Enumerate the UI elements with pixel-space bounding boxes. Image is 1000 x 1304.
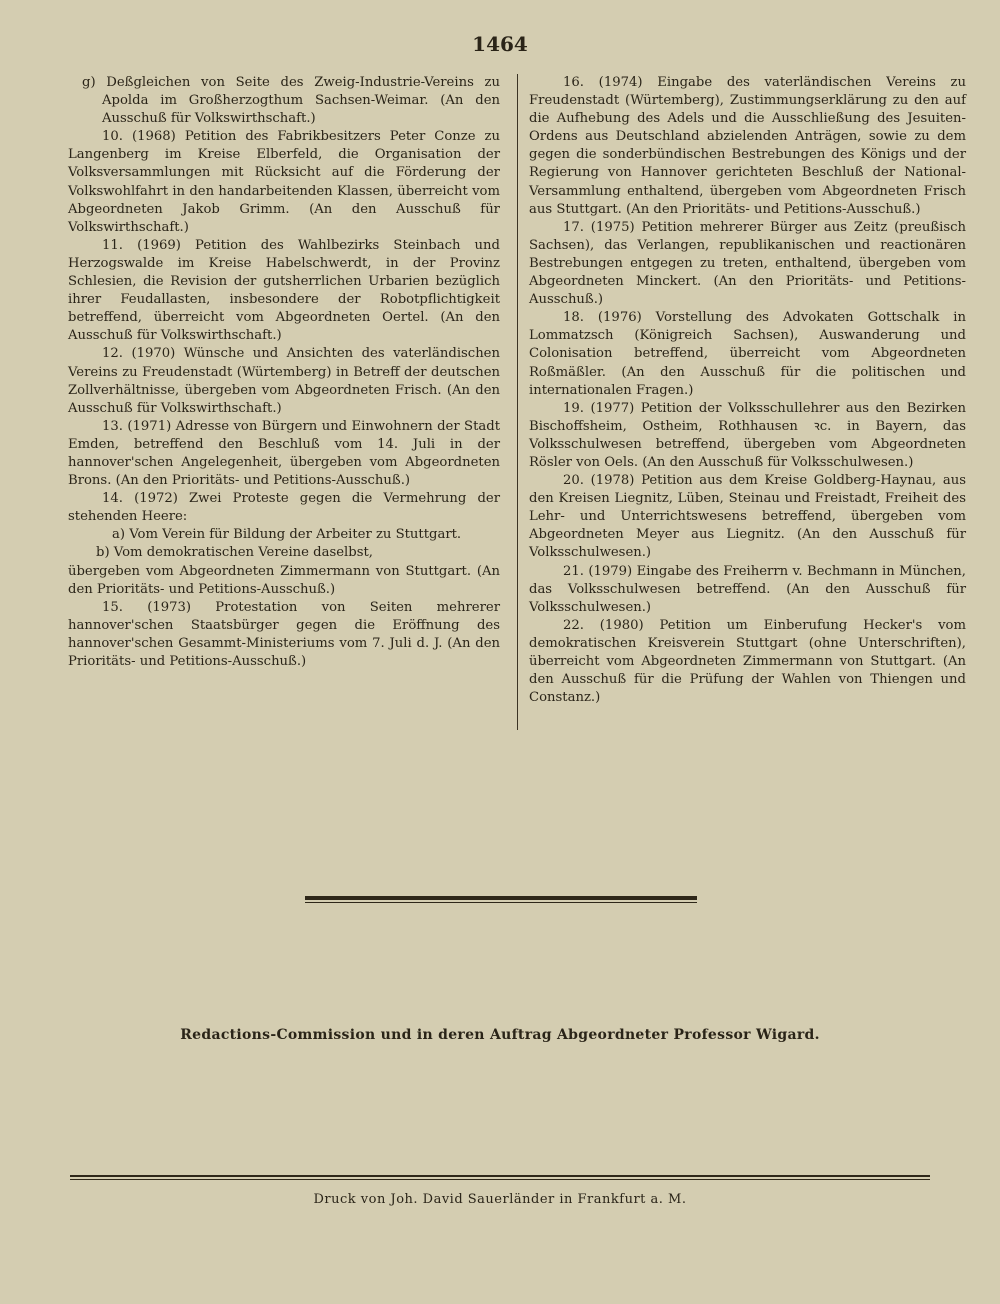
petition-entry-14: 14. (1972) Zwei Proteste gegen die Vermehrung der stehenden Heere: bbox=[68, 491, 500, 525]
petition-entry-11: 11. (1969) Petition des Wahlbezirks Steinbach und Herzogswalde im Kreise Habelschwerdt, in der Provinz Schlesien, die Revision der gutsherrlichen Urbarien bezüglich ihrer Feudallasten, insbesondere der Robotpflichtigkeit betreffend, überreicht vom Abgeordneten Oertel. (An den Ausschuß für Volkswirthschaft.) bbox=[68, 237, 500, 344]
petition-entry-22: 22. (1980) Petition um Einberufung Hecker's vom demokratischen Kreisverein Stuttgart (ohne Unterschriften), überreicht vom Abgeordneten Zimmermann von Stuttgart. (An den Ausschuß für die Prüfung der Wahlen von Thiengen und Constanz.) bbox=[529, 617, 966, 706]
editorial-signature: Redactions-Commission und in deren Auftrag Abgeordneter Professor Wigard. bbox=[180, 1027, 820, 1043]
page-number: 1464 bbox=[472, 32, 528, 56]
column-divider bbox=[517, 74, 518, 730]
petition-entry-10: 10. (1968) Petition des Fabrikbesitzers Peter Conze zu Langenberg im Kreise Elberfeld, die Organisation der Volksversammlungen mit Rücksicht auf die Förderung der Volkswohlfahrt in den handarbeitenden Klassen, überreicht vom Abgeordneten Jakob Grimm. (An den Ausschuß für Volkswirthschaft.) bbox=[68, 129, 500, 235]
petition-entry-18: 18. (1976) Vorstellung des Advokaten Gottschalk in Lommatzsch (Königreich Sachsen), Auswanderung und Colonisation betreffend, überreicht vom Abgeordneten Roßmäßler. (An den Ausschuß für die politischen und internationalen Fragen.) bbox=[529, 310, 966, 398]
section-rule-thin bbox=[305, 902, 697, 903]
petition-entry-15: 15. (1973) Protestation von Seiten mehrerer hannover'schen Staatsbürger gegen die Eröffnung des hannover'schen Gesammt-Ministeriums vom 7. Juli d. J. (An den Prioritäts- und Petitions-Ausschuß.) bbox=[68, 599, 500, 669]
petition-entry-13: 13. (1971) Adresse von Bürgern und Einwohnern der Stadt Emden, betreffend den Beschluß vom 14. Juli in der hannover'schen Angelegenheit, übergeben vom Abgeordneten Brons. (An den Prioritäts- und Petitions-Ausschuß.) bbox=[68, 418, 500, 489]
right-column bbox=[529, 74, 966, 707]
petition-entry-17: 17. (1975) Petition mehrerer Bürger aus Zeitz (preußisch Sachsen), das Verlangen, republikanischen und reactionären Bestrebungen entgegen zu treten, enthaltend, übergeben vom Abgeordneten Minckert. (An den Prioritäts- und Petitions-Ausschuß.) bbox=[529, 219, 966, 308]
petition-entry-21: 21. (1979) Eingabe des Freiherrn v. Bechmann in München, das Volksschulwesen betreffend. (An den Ausschuß für Volksschulwesen.) bbox=[529, 563, 966, 615]
footer-rule-thin bbox=[70, 1179, 930, 1180]
left-column bbox=[68, 74, 500, 671]
printer-imprint: Druck von Joh. David Sauerländer in Frankfurt a. M. bbox=[313, 1192, 687, 1207]
petition-entry-14-b: b) Vom demokratischen Vereine daselbst, bbox=[96, 545, 373, 561]
section-rule-thick bbox=[305, 896, 697, 900]
petition-entry-16: 16. (1974) Eingabe des vaterländischen Vereins zu Freudenstadt (Würtemberg), Zustimmungserklärung zu den auf die Aufhebung des Adels und die Ausschließung des Jesuiten-Ordens aus Deutschland abzielenden Anträgen, sowie zu dem gegen die sonderbündischen Bestrebungen des Königs und der Regierung von Hannover gerichteten Beschluß der National-Versammlung enthaltend, übergeben vom Abgeordneten Frisch aus Stuttgart. (An den Prioritäts- und Petitions-Ausschuß.) bbox=[529, 75, 966, 217]
petition-entry-14-transmittal: übergeben vom Abgeordneten Zimmermann von Stuttgart. (An den Prioritäts- und Petitions-Ausschuß.) bbox=[68, 563, 500, 597]
petition-entry-19: 19. (1977) Petition der Volksschullehrer aus den Bezirken Bischoffsheim, Ostheim, Rothhausen ꝛc. in Bayern, das Volksschulwesen betreffend, übergeben vom Abgeordneten Rösler von Oels. (An den Ausschuß für Volksschulwesen.) bbox=[529, 400, 966, 470]
petition-entry-20: 20. (1978) Petition aus dem Kreise Goldberg-Haynau, aus den Kreisen Liegnitz, Lüben, Steinau und Freistadt, Freiheit des Lehr- und Unterrichtswesens betreffend, übergeben vom Abgeordneten Meyer aus Liegnitz. (An den Ausschuß für Volksschulwesen.) bbox=[529, 473, 966, 561]
petition-entry-g: g) Deßgleichen von Seite des Zweig-Industrie-Vereins zu Apolda im Großherzogthum Sachsen-Weimar. (An den Ausschuß für Volkswirthschaft.) bbox=[82, 75, 500, 127]
footer-rule-thick bbox=[70, 1175, 930, 1177]
petition-entry-14-a: a) Vom Verein für Bildung der Arbeiter zu Stuttgart. bbox=[112, 527, 462, 543]
petition-entry-12: 12. (1970) Wünsche und Ansichten des vaterländischen Vereins zu Freudenstadt (Würtemberg) in Betreff der deutschen Zollverhältnisse, übergeben vom Abgeordneten Frisch. (An den Ausschuß für Volkswirthschaft.) bbox=[68, 346, 500, 416]
